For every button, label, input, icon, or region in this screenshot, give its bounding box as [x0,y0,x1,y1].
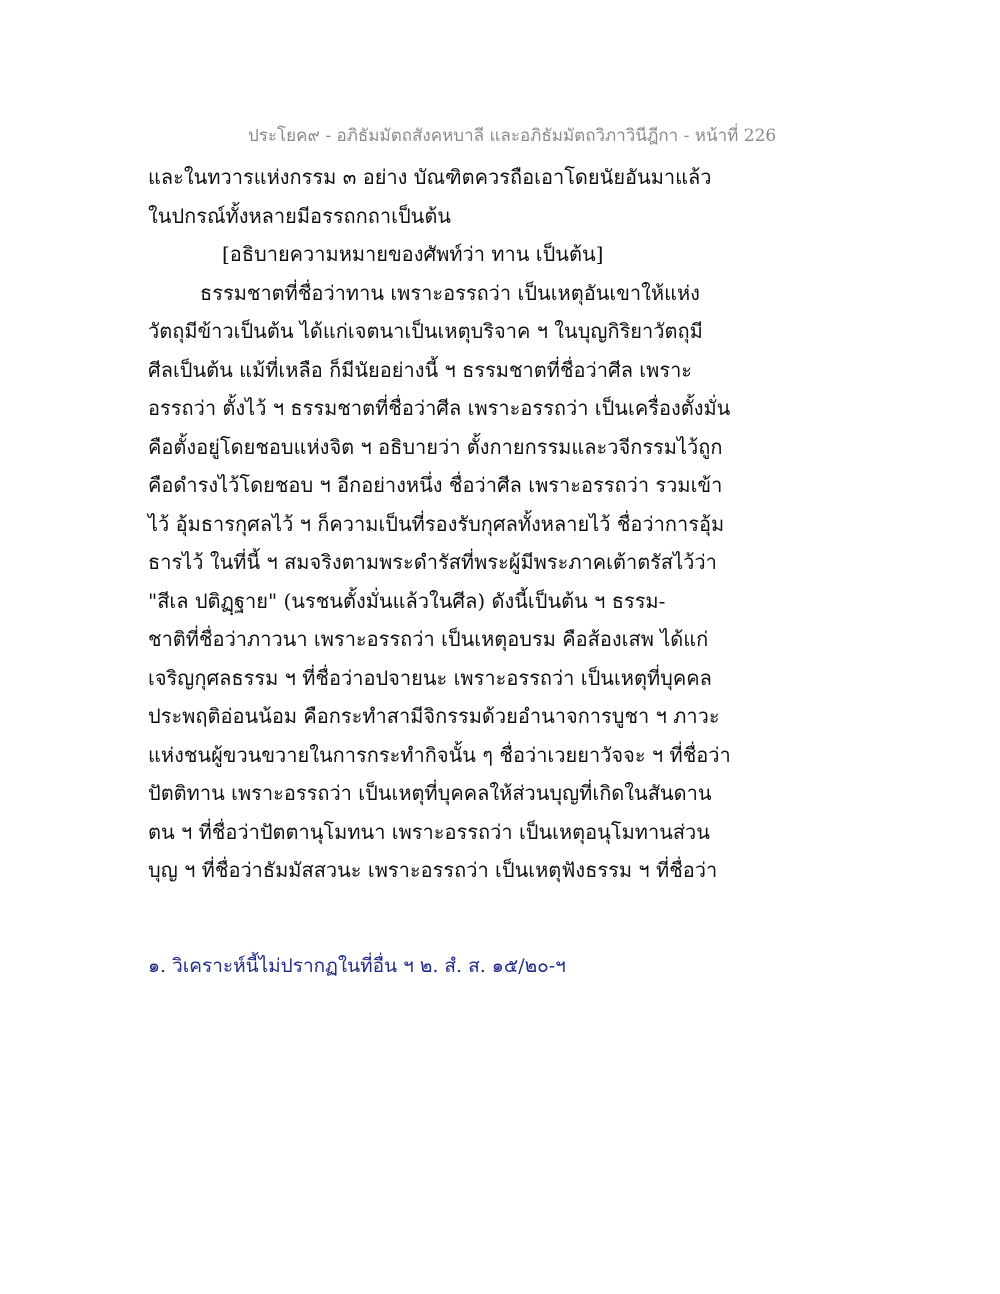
text-line: อรรถว่า ตั้งไว้ ฯ ธรรมชาตที่ชื่อว่าศีล เพราะอรรถว่า เป็นเครื่องตั้งมั่น [148,396,731,420]
text-line: ตน ฯ ที่ชื่อว่าปัตตานุโมทนา เพราะอรรถว่า เป็นเหตุอนุโมทานส่วน [148,819,710,844]
text-line: และในทวารแห่งกรรม ๓ อย่าง บัณฑิตควรถือเอาโดยนัยอันมาแล้ว [148,165,712,189]
body-text [148,158,858,890]
text-line: คือตั้งอยู่โดยชอบแห่งจิต ฯ อธิบายว่า ตั้งกายกรรมและวจีกรรมไว้ถูก [148,434,723,459]
text-line: ในปกรณ์ทั้งหลายมีอรรถกถาเป็นต้น [148,203,451,228]
text-line: ปัตติทาน เพราะอรรถว่า เป็นเหตุที่บุคคลให้ส่วนบุญที่เกิดในสันดาน [148,781,712,805]
text-line: คือดำรงไว้โดยชอบ ฯ อีกอย่างหนึ่ง ชื่อว่าศีล เพราะอรรถว่า รวมเข้า [148,473,723,497]
text-line: วัตถุมีข้าวเป็นต้น ได้แก่เจตนาเป็นเหตุบริจาค ฯ ในบุญกิริยาวัตถุมี [148,319,703,343]
section-heading: [อธิบายความหมายของศัพท์ว่า ทาน เป็นต้น] [222,242,604,266]
text-line: ศีลเป็นต้น แม้ที่เหลือ ก็มีนัยอย่างนี้ ฯ ธรรมชาตที่ชื่อว่าศีล เพราะ [148,357,693,382]
text-line: ประพฤติอ่อนน้อม คือกระทำสามีจิกรรมด้วยอำนาจการบูชา ฯ ภาวะ [148,704,720,728]
running-header: ประโยค๙ - อภิธัมมัตถสังคหบาลี และอภิธัมมัตถวิภาวินีฎีกา - หน้าที่ 226 [248,126,777,146]
text-line: เจริญกุศลธรรม ฯ ที่ชื่อว่าอปจายนะ เพราะอรรถว่า เป็นเหตุที่บุคคล [148,665,712,690]
text-line: ไว้ อุ้มธารกุศลไว้ ฯ ก็ความเป็นที่รองรับกุศลทั้งหลายไว้ ชื่อว่าการอุ้ม [148,511,725,536]
paragraph-first-line: ธรรมชาตที่ชื่อว่าทาน เพราะอรรถว่า เป็นเหตุอันเขาให้แห่ง [200,280,700,305]
text-line: บุญ ฯ ที่ชื่อว่าธัมมัสสวนะ เพราะอรรถว่า เป็นเหตุฟังธรรม ฯ ที่ชื่อว่า [148,858,718,882]
text-line: ธารไว้ ในที่นี้ ฯ สมจริงตามพระดำรัสที่พระผู้มีพระภาคเต้าตรัสไว้ว่า [148,550,717,574]
footnote: ๑. วิเคราะห์นี้ไม่ปรากฏในที่อื่น ฯ ๒. สํ. ส. ๑๕/๒๐-ฯ [148,955,566,977]
text-line: แห่งชนผู้ขวนขวายในการกระทำกิจนั้น ๆ ชื่อว่าเวยยาวัจจะ ฯ ที่ชื่อว่า [148,742,731,767]
text-line: ชาติที่ชื่อว่าภาวนา เพราะอรรถว่า เป็นเหตุอบรม คือส้องเสพ ได้แก่ [148,627,709,651]
text-line: "สีเล ปติฏฺฐาย" (นรชนตั้งมั่นแล้วในศีล) ดังนี้เป็นต้น ฯ ธรรม- [148,588,666,613]
